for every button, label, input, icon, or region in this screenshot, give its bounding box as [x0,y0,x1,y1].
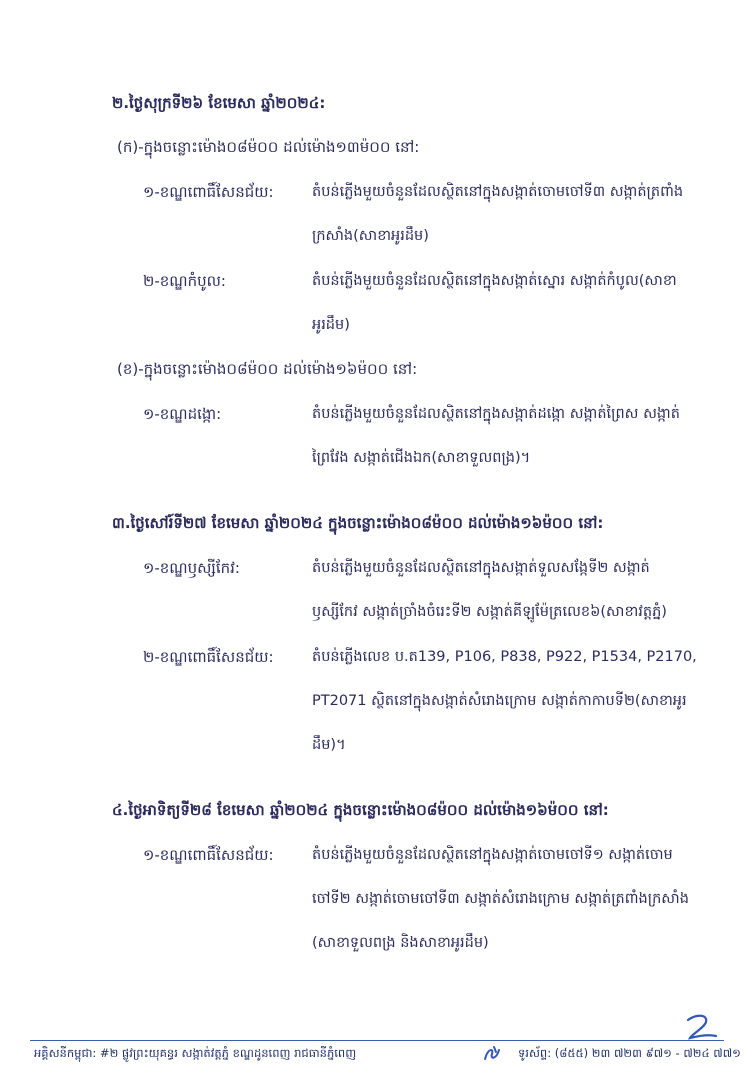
item-label: ១-ខណ្ឌដង្កោ: [143,405,222,423]
footer-address: អគ្គិសនីកម្ពុជា: #២ ផ្លូវព្រះយុគន្ធរ សង្កាត់វត្តភ្នំ ខណ្ឌដូនពេញ រាជធានីភ្នំពេញ [34,1046,357,1060]
item-desc-line: ដឹម)។ [312,737,346,753]
item-desc-line: ចៅទី២ សង្កាត់ចោមចៅទី៣ សង្កាត់សំរោងក្រោម សង្កាត់ត្រពាំងក្រសាំង [312,891,689,907]
footer-phone: ទូរស័ព្ទ: (៨៥៥) ២៣ ៧២៣ ៩៧១ - ៧២៤ ៧៧១ [518,1046,741,1060]
item-desc-line: តំបន់ភ្លើងមួយចំនួនដែលស្ថិតនៅក្នុងសង្កាត់ដង្កោ សង្កាត់ព្រៃស សង្កាត់ [312,406,680,422]
section-2b-heading: (ខ)-ក្នុងចន្លោះម៉ោង០៨ម៉០០ ដល់ម៉ោង១៦ម៉០០ នៅ: [117,360,418,378]
footer-divider [30,1040,724,1041]
company-logo-icon [482,1044,502,1064]
item-desc-line: អូរដឹម) [312,317,350,333]
item-desc-line: (សាខាទួលពង្រ និងសាខាអូរដឹម) [312,935,489,951]
item-label: ២-ខណ្ឌកំបូល: [143,272,226,290]
section-3-heading: ៣.ថ្ងៃសៅរ៍ទី២៧ ខែមេសា ឆ្នាំ២០២៤ ក្នុងចន្លោះម៉ោង០៨ម៉០០ ដល់ម៉ោង១៦ម៉០០ នៅ: [112,514,604,532]
item-label: ១-ខណ្ឌពោធិ៍សែនជ័យ: [143,846,274,864]
item-desc-line: ព្រៃវែង សង្កាត់ជើងឯក(សាខាទួលពង្រ)។ [312,450,531,466]
item-label: ២-ខណ្ឌពោធិ៍សែនជ័យ: [143,648,274,666]
section-2a-heading: (ក)-ក្នុងចន្លោះម៉ោង០៨ម៉០០ ដល់ម៉ោង១៣ម៉០០ នៅ: [117,138,420,156]
item-label: ១-ខណ្ឌពោធិ៍សែនជ័យ: [143,183,274,201]
section-2-heading: ២.ថ្ងៃសុក្រទី២៦ ខែមេសា ឆ្នាំ២០២៤: [112,94,326,112]
item-desc-line: ក្រសាំង(សាខាអូរដឹម) [312,228,429,244]
item-desc-line: តំបន់ភ្លើងលេខ ប.ត139, P106, P838, P922, P1534, P2170, [312,649,697,665]
item-desc-line: PT2071 ស្ថិតនៅក្នុងសង្កាត់សំរោងក្រោម សង្កាត់កាកាបទី២(សាខាអូរ [312,693,687,709]
signature-mark [682,1012,722,1042]
item-desc-line: តំបន់ភ្លើងមួយចំនួនដែលស្ថិតនៅក្នុងសង្កាត់ទួលសង្កែទី២ សង្កាត់ [312,560,650,576]
item-desc-line: តំបន់ភ្លើងមួយចំនួនដែលស្ថិតនៅក្នុងសង្កាត់ស្នោរ សង្កាត់កំបូល(សាខា [312,273,677,289]
item-desc-line: តំបន់ភ្លើងមួយចំនួនដែលស្ថិតនៅក្នុងសង្កាត់ចោមចៅទី១ សង្កាត់ចោម [312,847,673,863]
item-desc-line: តំបន់ភ្លើងមួយចំនួនដែលស្ថិតនៅក្នុងសង្កាត់ចោមចៅទី៣ សង្កាត់ត្រពាំង [312,184,684,200]
item-label: ១-ខណ្ឌឫស្សីកែវ: [143,559,240,577]
section-4-heading: ៤.ថ្ងៃអាទិត្យទី២៨ ខែមេសា ឆ្នាំ២០២៤ ក្នុងចន្លោះម៉ោង០៨ម៉០០ ដល់ម៉ោង១៦ម៉០០ នៅ: [112,801,609,819]
item-desc-line: ឫស្សីកែវ សង្កាត់ច្រាំងចំរេះទី២ សង្កាត់គីឡូម៉ែត្រលេខ៦(សាខាវត្តភ្នំ) [312,604,667,620]
